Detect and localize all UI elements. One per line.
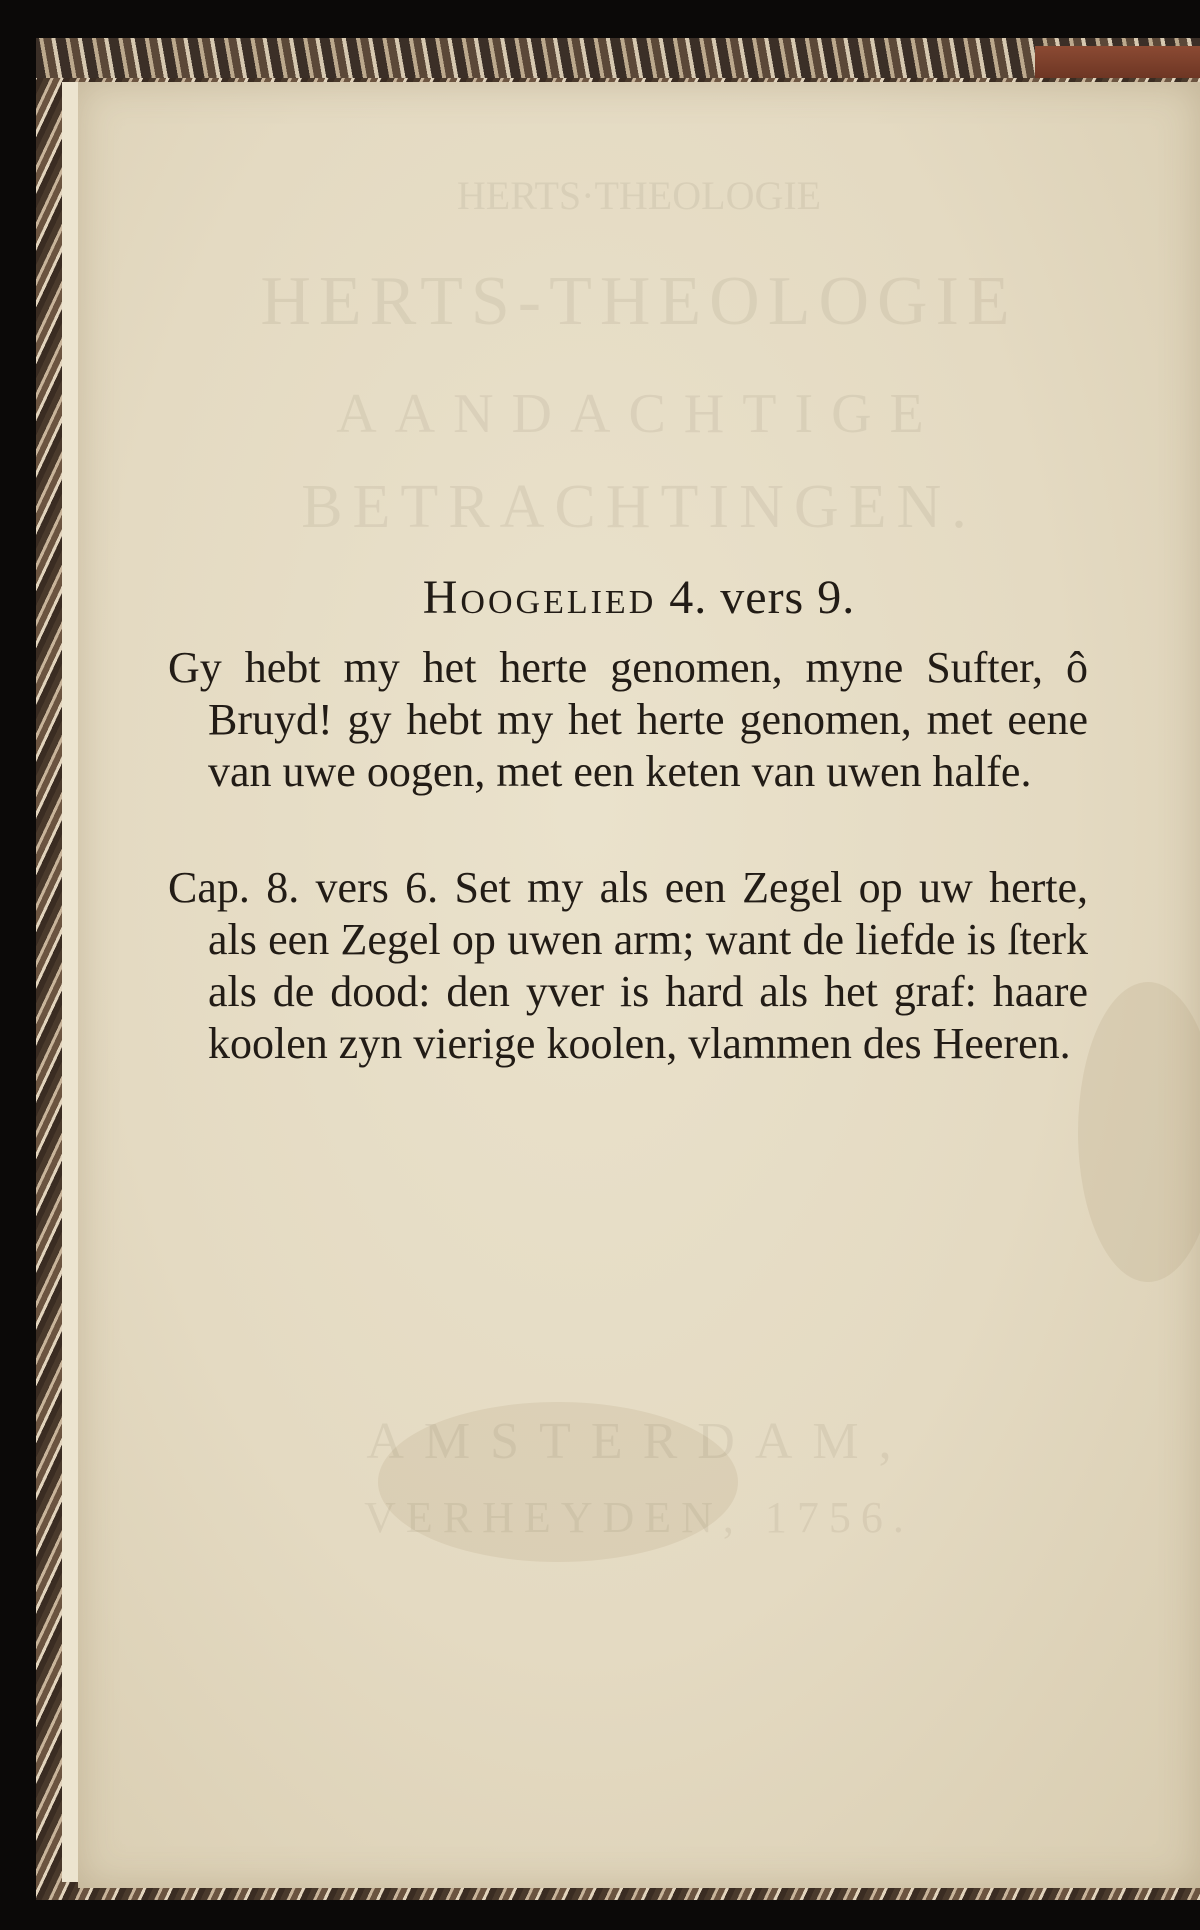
verse-paragraph-1: Gy hebt my het herte genomen, myne Sufter, ô Bruyd! gy hebt my het herte genomen, met eene van uwe oogen, met een keten van uwen halfe.: [168, 643, 1088, 796]
heading-book: Hoogelied: [422, 571, 657, 624]
verse-paragraph-2: Cap. 8. vers 6. Set my als een Zegel op uw herte, als een Zegel op uwen arm; want de liefde is ſterk als de dood: den yver is hard als het graf: haare koolen zyn vierige koolen, vlammen des Heeren.: [168, 863, 1088, 1068]
cover-marbled-band: [36, 38, 1200, 78]
bleed-through-text: HERTS·THEOLOGIE: [456, 173, 822, 218]
page-heading: [78, 570, 1200, 625]
cover-leather-corner: [1035, 46, 1200, 78]
book-page: [78, 82, 1200, 1888]
heading-reference: 4. vers 9.: [669, 571, 856, 624]
bleed-through-text: HERTS-THEOLOGIE: [260, 263, 1018, 340]
bleed-through-text: AANDACHTIGE: [336, 383, 942, 445]
bleed-through-text: BETRACHTINGEN.: [301, 473, 977, 541]
bleed-through-text: VERHEYDEN, 1756.: [364, 1493, 914, 1542]
page-text: [78, 82, 1200, 1888]
bleed-through-text: AMSTERDAM,: [366, 1413, 912, 1470]
